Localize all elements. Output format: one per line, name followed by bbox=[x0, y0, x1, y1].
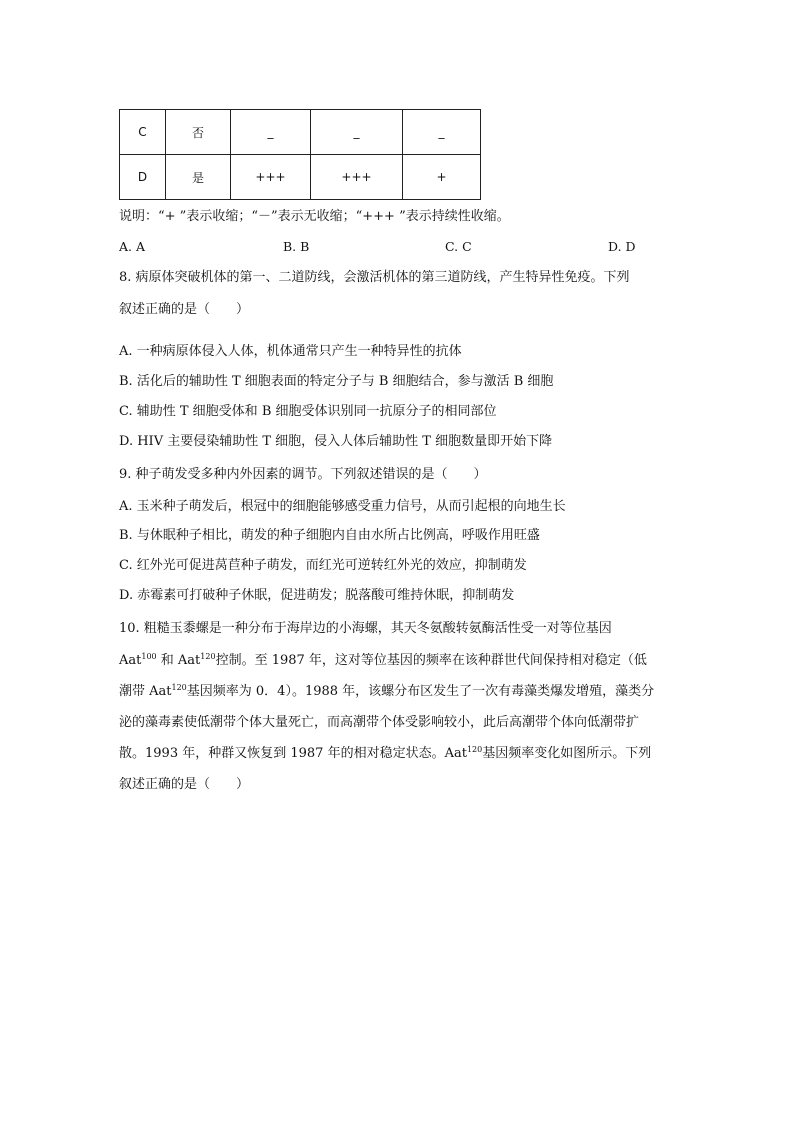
results-table bbox=[119, 109, 481, 200]
q8-stem-line1: 8. 病原体突破机体的第一、二道防线，会激活机体的第三道防线，产生特异性免疫。下列 bbox=[119, 270, 630, 285]
q9-option-d: D. 赤霉素可打破种子休眠，促进萌发；脱落酸可维持休眠，抑制萌发 bbox=[119, 588, 515, 603]
table-row bbox=[120, 110, 481, 155]
table-row bbox=[120, 155, 481, 200]
q10-line3: 潮带 Aat$^{120}$基因频率为 0．4）。1988 年，该螺分布区发生了一次有毒藻类爆发增殖，藻类分 bbox=[119, 683, 655, 699]
q8-option-c: C. 辅助性 T 细胞受体和 B 细胞受体识别同一抗原分子的相同部位 bbox=[119, 404, 497, 419]
q8-option-a: A. 一种病原体侵入人体，机体通常只产生一种特异性的抗体 bbox=[119, 344, 462, 359]
table-cell: _ bbox=[231, 110, 311, 155]
table-cell: +++ bbox=[231, 155, 311, 200]
table-cell: _ bbox=[311, 110, 403, 155]
q10-line4: 泌的藻毒素使低潮带个体大量死亡，而高潮带个体受影响较小，此后高潮带个体向低潮带扩 bbox=[119, 715, 640, 730]
table-cell: D bbox=[120, 155, 166, 200]
q7-option-d: D. D bbox=[608, 239, 636, 254]
table-cell: C bbox=[120, 110, 166, 155]
table-cell: +++ bbox=[311, 155, 403, 200]
q9-stem: 9. 种子萌发受多种内外因素的调节。下列叙述错误的是（ ） bbox=[119, 467, 487, 482]
table-cell: + bbox=[403, 155, 481, 200]
q10-line5: 散。1993 年，种群又恢复到 1987 年的相对稳定状态。Aat$^{120}$基因频率变化如图所示。下列 bbox=[119, 745, 652, 761]
q8-stem-line2: 叙述正确的是（ ） bbox=[119, 302, 250, 317]
table-cell: _ bbox=[403, 110, 481, 155]
q10-line1: 10. 粗糙玉黍螺是一种分布于海岸边的小海螺，其天冬氨酸转氨酶活性受一对等位基因 bbox=[119, 621, 612, 636]
table-note: 说明：“+ ”表示收缩；“－”表示无收缩；“+++ ”表示持续性收缩。 bbox=[119, 209, 510, 224]
q8-option-d: D. HIV 主要侵染辅助性 T 细胞，侵入人体后辅助性 T 细胞数量即开始下降 bbox=[119, 434, 553, 449]
q10-line6: 叙述正确的是（ ） bbox=[119, 777, 250, 792]
table-cell: 否 bbox=[166, 110, 231, 155]
q7-option-c: C. C bbox=[445, 239, 472, 254]
q7-option-a: A. A bbox=[119, 239, 146, 254]
q10-line2: Aat$^{100}$ 和 Aat$^{120}$控制。至 1987 年，这对等位基因的频率在该种群世代间保持相对稳定（低 bbox=[119, 652, 647, 668]
q7-option-b: B. B bbox=[283, 239, 310, 254]
q9-option-a: A. 玉米种子萌发后，根冠中的细胞能够感受重力信号，从而引起根的向地生长 bbox=[119, 499, 566, 514]
q9-option-b: B. 与休眠种子相比，萌发的种子细胞内自由水所占比例高，呼吸作用旺盛 bbox=[119, 528, 540, 543]
q9-option-c: C. 红外光可促进莴苣种子萌发，而红光可逆转红外光的效应，抑制萌发 bbox=[119, 558, 527, 573]
q8-option-b: B. 活化后的辅助性 T 细胞表面的特定分子与 B 细胞结合，参与激活 B 细胞 bbox=[119, 374, 554, 389]
table-cell: 是 bbox=[166, 155, 231, 200]
